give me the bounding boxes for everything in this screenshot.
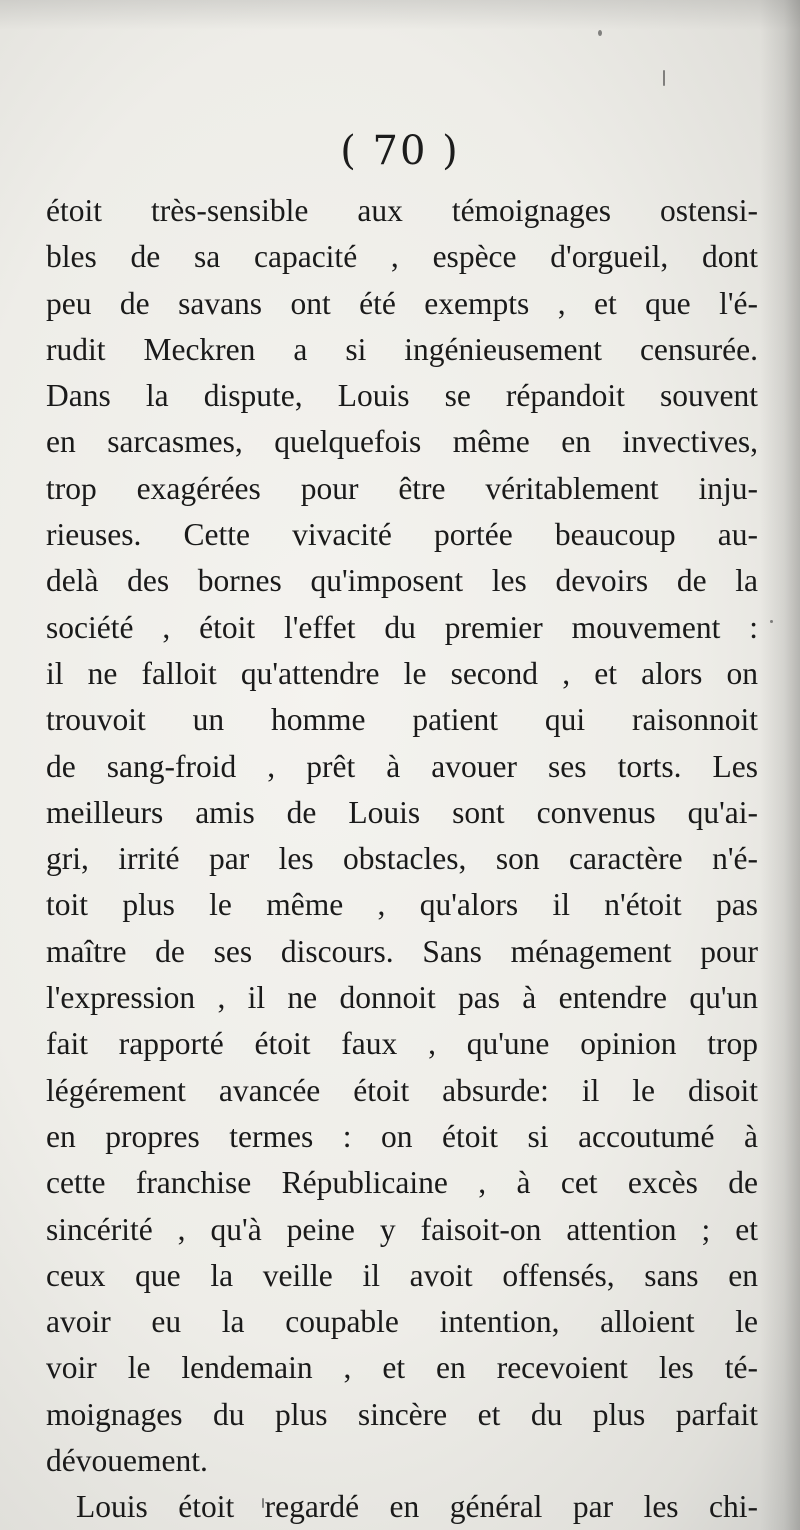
text-line: de sang-froid , prêt à avouer ses torts. Les <box>46 748 758 784</box>
text-line: gri, irrité par les obstacles, son caractère n'é- <box>46 841 758 877</box>
text-line: en propres termes : on étoit si accoutumé à <box>46 1118 758 1154</box>
text-line: trouvoit un homme patient qui raisonnoit <box>46 702 758 738</box>
ink-speck <box>663 70 665 86</box>
page-top-shadow <box>0 0 800 30</box>
text-line: l'expression , il ne donnoit pas à entendre qu'un <box>46 980 758 1016</box>
paragraph-start-line: Louis étoit regardé en général par les chi- <box>76 1489 758 1525</box>
text-line: maître de ses discours. Sans ménagement pour <box>46 933 758 969</box>
text-line: rieuses. Cette vivacité portée beaucoup au- <box>46 517 758 553</box>
ink-speck <box>598 30 602 36</box>
text-line: étoit très-sensible aux témoignages ostensi- <box>46 193 758 228</box>
text-line: il ne falloit qu'attendre le second , et alors on <box>46 655 758 691</box>
body-text <box>46 188 758 1530</box>
text-line: rudit Meckren a si ingénieusement censurée. <box>46 331 758 367</box>
text-line: peu de savans ont été exempts , et que l'é- <box>46 285 758 321</box>
text-line: cette franchise Républicaine , à cet excès de <box>46 1165 758 1201</box>
text-line: Dans la dispute, Louis se répandoit souvent <box>46 378 758 414</box>
text-line: meilleurs amis de Louis sont convenus qu'ai- <box>46 794 758 830</box>
text-line: ceux que la veille il avoit offensés, sans en <box>46 1257 758 1293</box>
page-number: ( 70 ) <box>340 128 460 174</box>
text-line: voir le lendemain , et en recevoient les té- <box>46 1350 758 1386</box>
text-line: delà des bornes qu'imposent les devoirs de la <box>46 563 758 599</box>
page-gutter-shadow <box>760 0 800 1530</box>
text-line: toit plus le même , qu'alors il n'étoit pas <box>46 887 758 923</box>
text-line: société , étoit l'effet du premier mouvement : <box>46 609 758 645</box>
text-line: trop exagérées pour être véritablement inju- <box>46 470 758 506</box>
text-line: bles de sa capacité , espèce d'orgueil, dont <box>46 239 758 275</box>
paragraph-end-line: dévouement. <box>46 1443 208 1479</box>
ink-speck <box>770 620 773 623</box>
text-line: sincérité , qu'à peine y faisoit-on attention ; et <box>46 1211 758 1247</box>
text-line: en sarcasmes, quelquefois même en invectives, <box>46 424 758 460</box>
text-line: légérement avancée étoit absurde: il le disoit <box>46 1072 758 1108</box>
text-line: fait rapporté étoit faux , qu'une opinion trop <box>46 1026 758 1062</box>
text-line: avoir eu la coupable intention, alloient le <box>46 1304 758 1340</box>
text-line: moignages du plus sincère et du plus parfait <box>46 1396 758 1432</box>
